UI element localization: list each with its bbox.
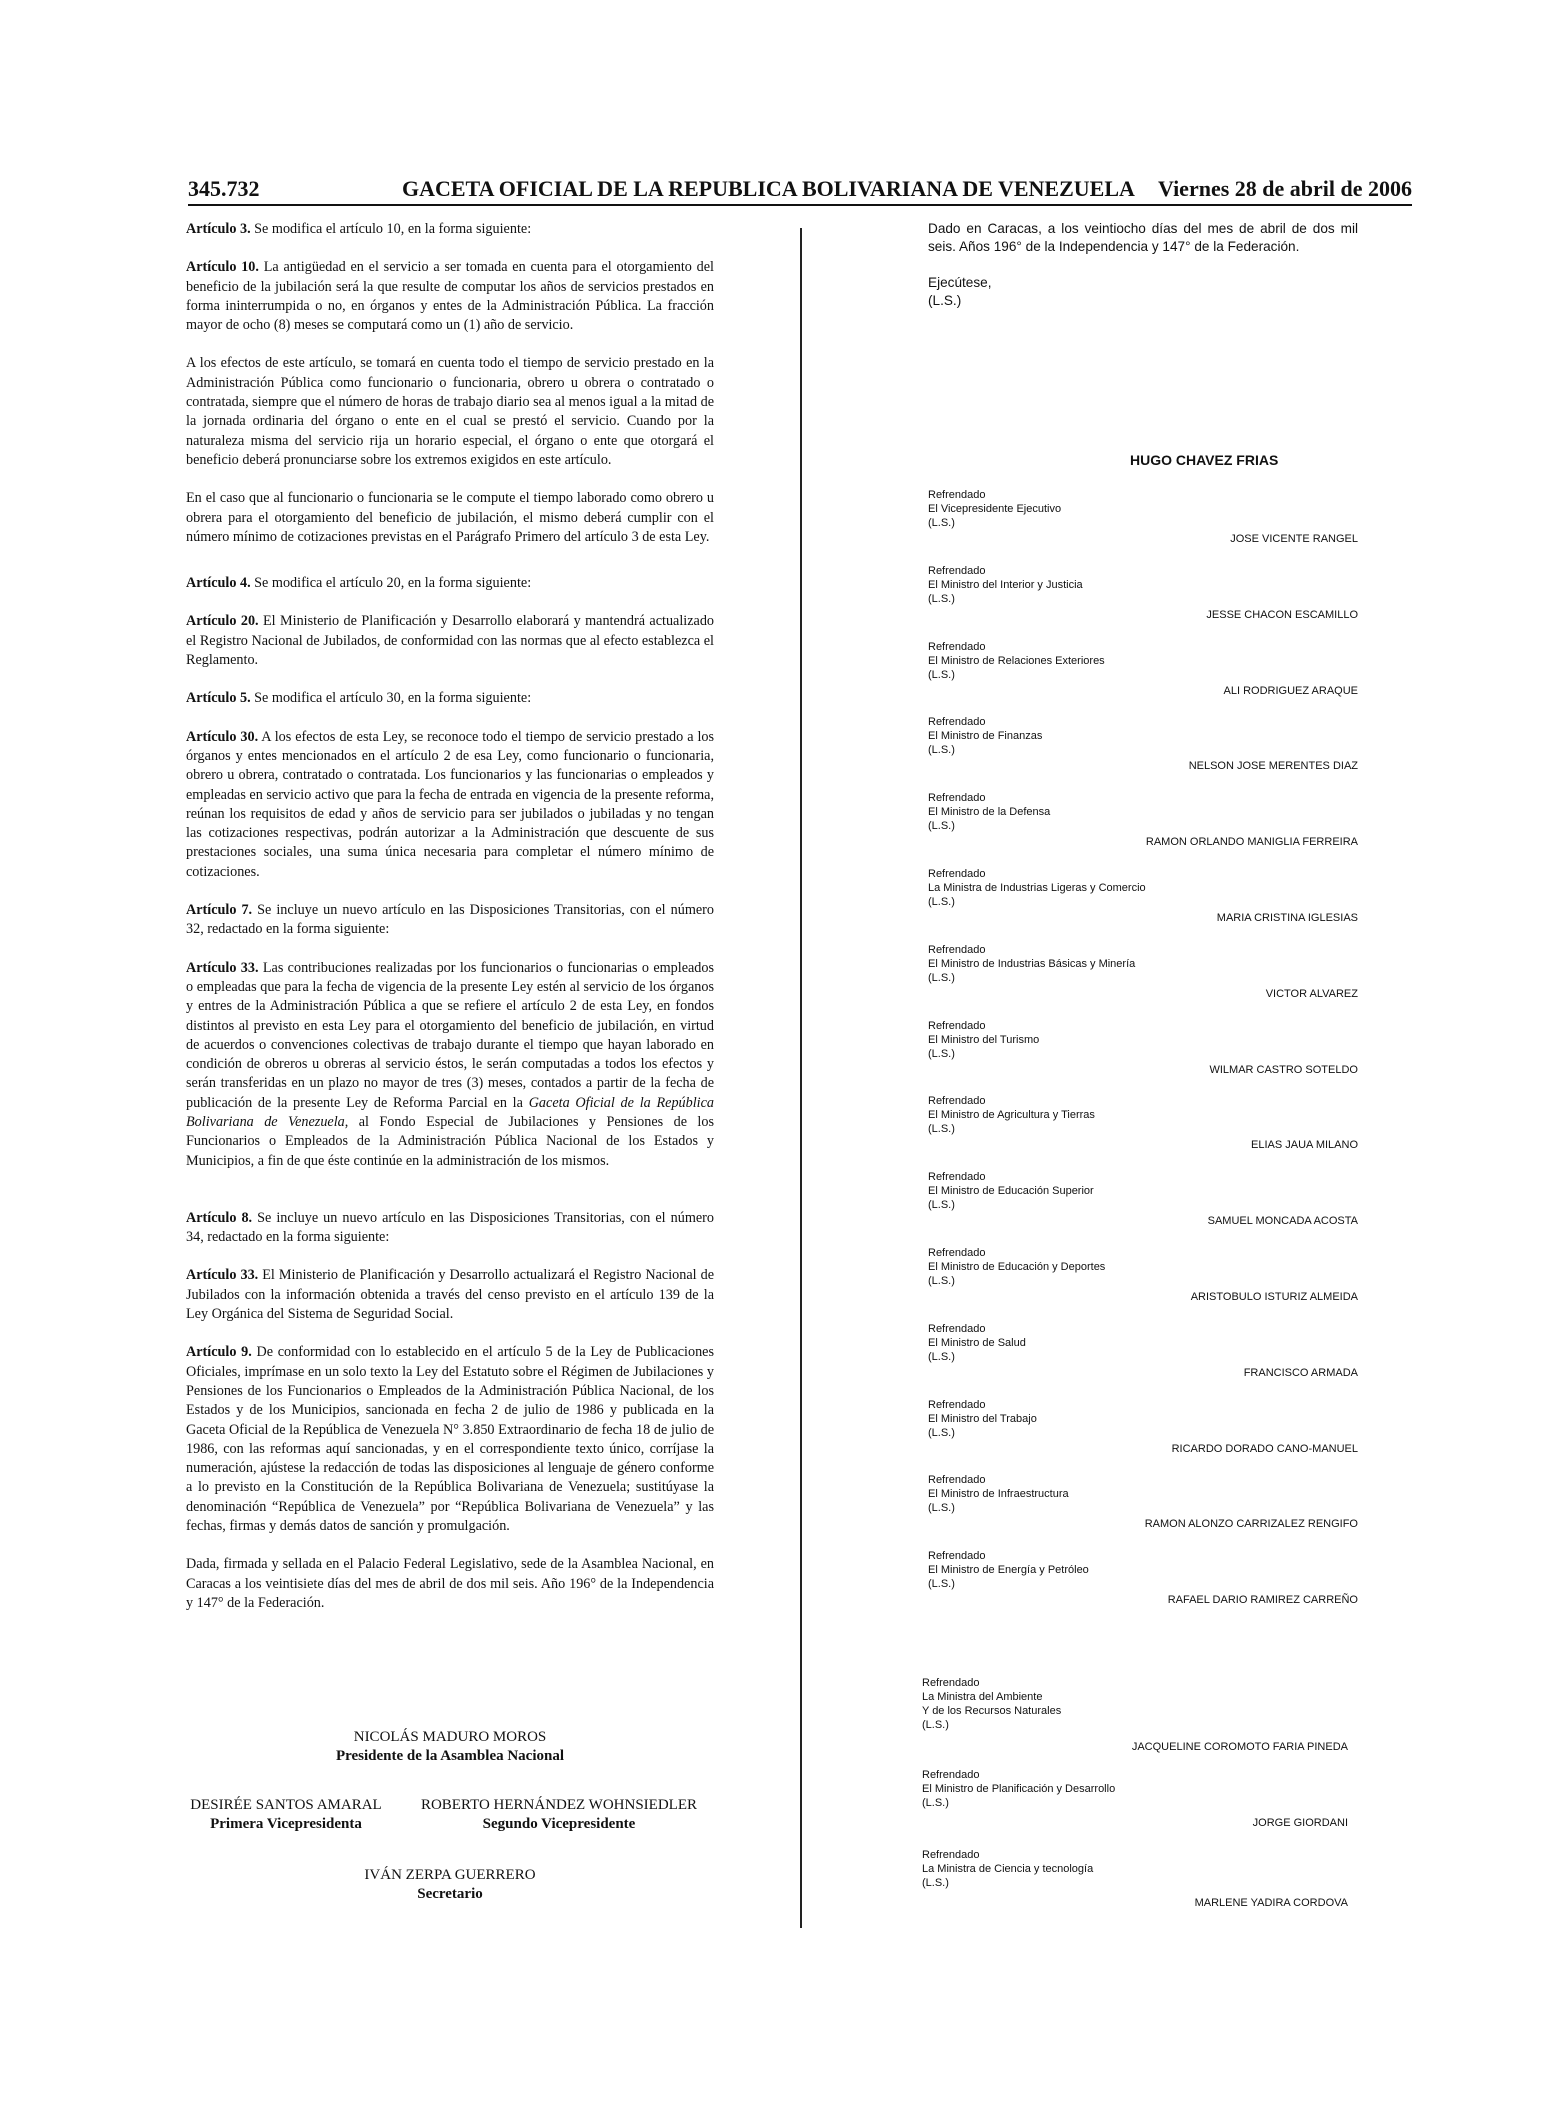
article-text: El Ministerio de Planificación y Desarrollo actualizará el Registro Nacional de Jubilados con la información obtenida a través del censo previsto en el artículo 139 de la Ley Orgánica del Sistema de Seguridad Social. — [186, 1267, 714, 1323]
article-7 — [186, 901, 714, 940]
article-5 — [186, 689, 714, 708]
refrendo-block — [928, 867, 1358, 927]
ejecutese-label: Ejecútese, — [928, 275, 992, 290]
minister-title: La Ministra del Ambiente — [922, 1691, 1043, 1703]
ls-seal-label: (L.S.) — [928, 1350, 955, 1363]
ls-seal-label: (L.S.) — [928, 293, 962, 308]
article-text: Se incluye un nuevo artículo en las Disposiciones Transitorias, con el número 32, redactado en la forma siguiente: — [186, 902, 714, 938]
column-divider — [800, 228, 802, 1928]
signatory-name: NICOLÁS MADURO MOROS — [353, 1729, 547, 1745]
article-text: Las contribuciones realizadas por los funcionarios o funcionarias o empleados o empleadas que para la fecha de vigencia de la presente Ley estén al servicio de los órganos y entres de la Administración Pública a que se refiere el artículo 2 de esta Ley, en fondos distintos al previsto en esta Ley para el otorgamiento del beneficio de jubilación, en virtud de acuerdos o convenciones colectivas de trabajo durante el tiempo que hayan laborado en condición de obreros u obreras al servicio éstos, le serán computadas a todos los efectos y serán transferidas en un plazo no mayor de tres (3) meses, contados a partir de la fecha de publicación de la presente Ley de Reforma Parcial en la — [186, 959, 714, 1111]
article-label: Artículo 8. — [186, 1209, 253, 1226]
article-33-transitory-34 — [186, 1266, 714, 1324]
minister-name: RICARDO DORADO CANO-MANUEL — [1171, 1442, 1358, 1455]
ls-seal-label: (L.S.) — [922, 1877, 949, 1889]
ls-seal-label: (L.S.) — [928, 896, 955, 908]
article-10-paragraph-3: En el caso que al funcionario o funcionaria se le compute el tiempo laborado como obrero u obrera para el otorgamiento del beneficio de jubilación, el mismo deberá cumplir con el número mínimo de cotizaciones previstas en el Parágrafo Primero del artículo 3 de esta Ley. — [186, 490, 714, 545]
minister-title: El Ministro de Agricultura y Tierras — [928, 1109, 1095, 1122]
refrendado-label: Refrendado — [922, 1677, 980, 1689]
article-label: Artículo 3. — [186, 221, 251, 237]
minister-title: La Ministra de Industrias Ligeras y Comercio — [928, 882, 1146, 894]
refrendo-block — [928, 1322, 1358, 1382]
gazette-reference: Gaceta Oficial de la República Bolivariana de Venezuela — [186, 1094, 715, 1130]
article-label: Artículo 5. — [186, 690, 251, 707]
ls-seal-label: (L.S.) — [928, 1275, 955, 1287]
article-label: Artículo 33. — [186, 959, 259, 976]
refrendo-block — [928, 715, 1358, 775]
refrendado-label: Refrendado — [928, 564, 986, 577]
signatory-name: DESIRÉE SANTOS AMARAL — [190, 1797, 382, 1813]
article-10-paragraph-2: A los efectos de este artículo, se tomará en cuenta todo el tiempo de servicio prestado en la Administración Pública como funcionario o funcionaria, obrero u obrera o contratado o contratada, siempre que el número de horas de trabajo diario sea al menos igual a la mitad de la jornada ordinaria del órgano o ente en el cual se prestó el servicio. Cuando por la naturaleza misma del servicio rija un horario especial, el órgano o ente que otorgará el beneficio deberá pronunciarse sobre los extremos exigidos en este artículo. — [186, 355, 714, 468]
gazette-title: GACETA OFICIAL DE LA REPUBLICA BOLIVARIANA DE VENEZUELA — [402, 176, 1135, 201]
article-10 — [186, 258, 714, 335]
article-text: Se modifica el artículo 20, en la forma siguiente: — [250, 575, 532, 592]
minister-name: VICTOR ALVAREZ — [1265, 987, 1358, 1000]
minister-name: ELIAS JAUA MILANO — [1251, 1139, 1358, 1152]
minister-title: El Ministro de Educación y Deportes — [928, 1261, 1106, 1273]
ls-seal-label: (L.S.) — [928, 1199, 955, 1212]
minister-title-continued: Y de los Recursos Naturales — [922, 1705, 1062, 1717]
article-text: Se modifica el artículo 10, en la forma siguiente: — [250, 221, 532, 237]
minister-title: El Ministro de Energía y Petróleo — [928, 1564, 1089, 1577]
article-8 — [186, 1209, 714, 1248]
signatory-name: ROBERTO HERNÁNDEZ WOHNSIEDLER — [420, 1797, 698, 1813]
refrendado-label: Refrendado — [928, 792, 986, 805]
ls-seal-label: (L.S.) — [928, 820, 955, 833]
closing-statement: Dada, firmada y sellada en el Palacio Federal Legislativo, sede de la Asamblea Nacional, en Caracas a los veintisiete días del mes de abril de dos mil seis. Año 196° de la Independencia y 147° de la Federación. — [186, 1556, 714, 1611]
refrendado-label: Refrendado — [928, 489, 986, 501]
minister-name: MARIA CRISTINA IGLESIAS — [1216, 912, 1358, 924]
minister-name: JACQUELINE COROMOTO FARIA PINEDA — [1131, 1741, 1348, 1753]
refrendo-block — [928, 1549, 1358, 1609]
minister-title: El Ministro del Turismo — [928, 1033, 1040, 1046]
refrendado-label: Refrendado — [928, 1095, 986, 1108]
minister-name: JOSE VICENTE RANGEL — [1230, 533, 1358, 545]
refrendo-block — [928, 1246, 1358, 1306]
article-label: Artículo 9. — [186, 1344, 252, 1361]
refrendado-label: Refrendado — [928, 1474, 986, 1487]
refrendado-label: Refrendado — [928, 1550, 986, 1563]
refrendo-block — [928, 488, 1358, 548]
refrendo-block — [928, 1398, 1358, 1458]
refrendo-block — [928, 943, 1358, 1003]
minister-title: El Ministro del Trabajo — [928, 1412, 1037, 1425]
page-number: 345.732 — [188, 176, 260, 201]
refrendo-block — [928, 1473, 1358, 1533]
refrendado-label: Refrendado — [928, 1019, 986, 1032]
article-text: Se incluye un nuevo artículo en las Disposiciones Transitorias, con el número 34, redactado en la forma siguiente: — [186, 1209, 714, 1246]
second-vicepresident-signature — [398, 1796, 720, 1834]
signatory-role: Primera Vicepresidenta — [210, 1816, 362, 1832]
article-label: Artículo 10. — [186, 259, 259, 276]
minister-title: El Ministro de Industrias Básicas y Minería — [928, 957, 1136, 970]
minister-name: RAFAEL DARIO RAMIREZ CARREÑO — [1167, 1594, 1358, 1607]
signatory-role: Segundo Vicepresidente — [482, 1816, 636, 1832]
minister-name: FRANCISCO ARMADA — [1243, 1366, 1358, 1379]
ls-seal-label: (L.S.) — [922, 1719, 949, 1731]
article-label: Artículo 33. — [186, 1267, 259, 1284]
minister-name: JESSE CHACON ESCAMILLO — [1206, 608, 1358, 621]
article-label: Artículo 30. — [186, 728, 259, 745]
ls-seal-label: (L.S.) — [928, 1047, 955, 1060]
signatory-name: IVÁN ZERPA GUERRERO — [364, 1867, 536, 1883]
minister-name: MARLENE YADIRA CORDOVA — [1194, 1897, 1348, 1909]
refrendado-label: Refrendado — [928, 1322, 986, 1335]
dado-statement: Dado en Caracas, a los veintiocho días del mes de abril de dos mil seis. Años 196° de la Independencia y 147° de la Federación. — [928, 221, 1358, 254]
refrendado-label: Refrendado — [928, 716, 986, 729]
article-text: Se modifica el artículo 30, en la forma siguiente: — [250, 690, 532, 707]
secretary-signature — [300, 1866, 600, 1904]
minister-title: El Ministro de la Defensa — [928, 806, 1051, 819]
minister-name: NELSON JOSE MERENTES DIAZ — [1188, 760, 1358, 773]
minister-name: SAMUEL MONCADA ACOSTA — [1207, 1215, 1358, 1228]
article-20 — [186, 612, 714, 670]
refrendado-label: Refrendado — [928, 1247, 986, 1259]
refrendo-block — [928, 791, 1358, 851]
page-header — [188, 176, 1412, 206]
ls-seal-label: (L.S.) — [922, 1797, 949, 1809]
ejecutese-block — [928, 274, 1358, 310]
refrendo-block — [922, 1676, 1348, 1753]
minister-title: El Ministro del Interior y Justicia — [928, 578, 1083, 591]
ls-seal-label: (L.S.) — [928, 668, 955, 681]
refrendado-label: Refrendado — [928, 640, 986, 653]
assembly-president-signature — [300, 1728, 600, 1766]
article-text: De conformidad con lo establecido en el artículo 5 de la Ley de Publicaciones Oficiales, imprímase en un solo texto la Ley del Estatuto sobre el Régimen de Jubilaciones y Pensiones de los Funcionarios o Empleados de la Administración Pública Nacional, de los Estados y de los Municipios, sancionada en fecha 2 de julio de 1986 y publicada en la Gaceta Oficial de la República de Venezuela N° 3.850 Extraordinario de fecha 18 de julio de 1986, con las reformas aquí sancionadas, y en el correspondiente texto único, corríjase la numeración, ajústese la redacción de todas las disposiciones al lenguaje de género conforme a lo previsto en la Constitución de la República Bolivariana de Venezuela; sustitúyase la denominación “República de Venezuela” por “República Bolivariana de Venezuela” y las fechas, firmas y demás datos de sanción y promulgación. — [186, 1344, 714, 1535]
article-label: Artículo 4. — [186, 575, 251, 592]
signatory-role: Presidente de la Asamblea Nacional — [335, 1748, 565, 1764]
ls-seal-label: (L.S.) — [928, 1502, 955, 1515]
ls-seal-label: (L.S.) — [928, 517, 955, 529]
minister-name: JORGE GIORDANI — [1252, 1817, 1348, 1829]
minister-title: El Vicepresidente Ejecutivo — [928, 503, 1062, 515]
refrendo-block — [922, 1768, 1348, 1838]
minister-title: El Ministro de Educación Superior — [928, 1185, 1094, 1198]
refrendado-label: Refrendado — [928, 1398, 986, 1411]
refrendado-label: Refrendado — [922, 1849, 980, 1861]
minister-title: El Ministro de Finanzas — [928, 730, 1043, 743]
issue-date: Viernes 28 de abril de 2006 — [1158, 176, 1412, 201]
refrendado-label: Refrendado — [922, 1769, 980, 1781]
ls-seal-label: (L.S.) — [928, 1123, 955, 1136]
article-30 — [186, 728, 714, 882]
article-text: El Ministerio de Planificación y Desarrollo elaborará y mantendrá actualizado el Registro Nacional de Jubilados, de conformidad con las normas que al efecto establezca el Reglamento. — [186, 613, 715, 669]
minister-title: El Ministro de Salud — [928, 1336, 1026, 1349]
refrendo-block — [928, 564, 1358, 624]
ls-seal-label: (L.S.) — [928, 1578, 955, 1591]
article-text: La antigüedad en el servicio a ser tomada en cuenta para el otorgamiento del beneficio de la jubilación será la que resulte de computar los años de servicios prestados en forma ininterrumpida o no, en órganos y entes de la Administración Pública. La fracción mayor de ocho (8) meses se computará como un (1) año de servicio. — [186, 259, 714, 334]
refrendado-label: Refrendado — [928, 943, 986, 956]
refrendado-label: Refrendado — [928, 1171, 986, 1184]
minister-title: La Ministra de Ciencia y tecnología — [922, 1863, 1094, 1875]
article-text: , al Fondo Especial de Jubilaciones y Pensiones de los Funcionarios o Empleados de la Administración Pública Nacional de los Estados y Municipios, a fin de que éste continúe en la administración de los mismos. — [186, 1113, 714, 1169]
article-3 — [186, 220, 714, 239]
refrendo-block — [928, 1094, 1358, 1154]
first-vicepresident-signature — [176, 1796, 396, 1834]
minister-name: RAMON ALONZO CARRIZALEZ RENGIFO — [1144, 1518, 1358, 1531]
refrendo-block — [928, 640, 1358, 700]
refrendado-label: Refrendado — [928, 868, 986, 880]
article-label: Artículo 7. — [186, 902, 253, 919]
ls-seal-label: (L.S.) — [928, 744, 955, 757]
minister-title: El Ministro de Planificación y Desarrollo — [922, 1783, 1116, 1795]
article-33-transitory-32 — [186, 959, 714, 1171]
minister-name: RAMON ORLANDO MANIGLIA FERREIRA — [1145, 836, 1358, 849]
minister-name: WILMAR CASTRO SOTELDO — [1209, 1063, 1358, 1076]
right-column — [928, 220, 1358, 310]
ls-seal-label: (L.S.) — [928, 592, 955, 605]
minister-title: El Ministro de Relaciones Exteriores — [928, 654, 1105, 667]
president-name: HUGO CHAVEZ FRIAS — [1130, 452, 1279, 468]
minister-name: ALI RODRIGUEZ ARAQUE — [1223, 684, 1358, 697]
ls-seal-label: (L.S.) — [928, 1426, 955, 1439]
article-text: A los efectos de esta Ley, se reconoce todo el tiempo de servicio prestado a los órganos y entes mencionados en el artículo 2 de esa Ley, como funcionario o funcionaria, obrero u obrera, contratado o contratada. Los funcionarios y las funcionarias o empleados y empleadas en servicio activo que para la fecha de entrada en vigencia de la presente reforma, reúnan los requisitos de edad y años de servicio para ser jubilados o jubiladas y no tengan las cotizaciones respectivas, podrán autorizar a la Administración que descuente de sus prestaciones sociales, una suma única necesaria para completar el número mínimo de cotizaciones. — [186, 728, 714, 880]
refrendo-block — [928, 1170, 1358, 1230]
minister-name: ARISTOBULO ISTURIZ ALMEIDA — [1190, 1291, 1358, 1303]
refrendo-block — [928, 1019, 1358, 1079]
refrendo-block — [922, 1848, 1348, 1918]
left-column — [186, 220, 714, 1632]
article-label: Artículo 20. — [186, 613, 259, 630]
article-9 — [186, 1343, 714, 1536]
ls-seal-label: (L.S.) — [928, 971, 955, 984]
minister-title: El Ministro de Infraestructura — [928, 1488, 1069, 1501]
signatory-role: Secretario — [417, 1886, 483, 1902]
article-4 — [186, 574, 714, 593]
